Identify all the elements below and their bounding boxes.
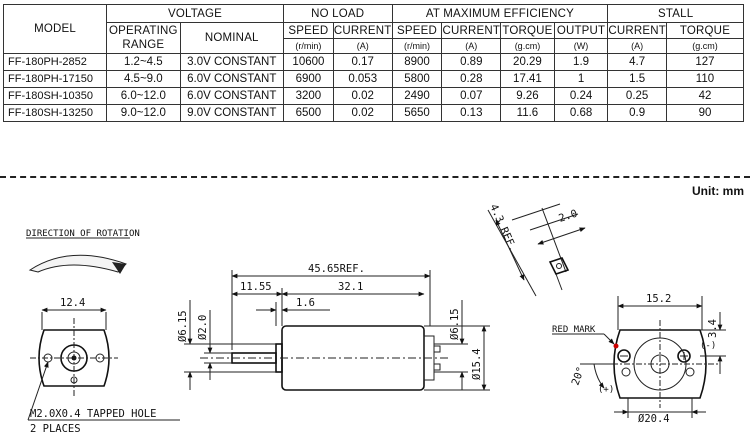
header-me-current: CURRENT [442, 24, 501, 37]
terminal-width-dim-line [538, 228, 585, 244]
front-view [28, 297, 180, 435]
header-nl-speed: SPEED [283, 23, 333, 39]
red-mark-label: RED MARK [552, 325, 596, 335]
header-max-efficiency: AT MAXIMUM EFFICIENCY [392, 5, 608, 23]
dim-32-1: 32.1 [338, 281, 364, 293]
table-row: FF-180SH-10350 6.0~12.0 6.0V CONSTANT 3200 0.02 2490 0.07 9.26 0.24 0.25 42 [4, 88, 744, 105]
plus-label: (+) [598, 385, 615, 395]
header-nominal: NOMINAL [180, 23, 283, 54]
header-st-current: CURRENT [608, 24, 666, 37]
header-stall: STALL [608, 5, 744, 23]
terminal-tab [550, 258, 568, 274]
dia-15-4: Ø15.4 [471, 348, 483, 380]
header-model: MODEL [4, 5, 107, 54]
table-row: FF-180PH-2852 1.2~4.5 3.0V CONSTANT 10600 0.17 8900 0.89 20.29 1.9 4.7 127 [4, 54, 744, 71]
side-view [177, 263, 490, 390]
rear-view [552, 293, 726, 425]
unit-nl-speed: (r/min) [283, 39, 333, 54]
rear-width-dim: 15.2 [646, 293, 672, 305]
unit-me-output: (W) [554, 39, 608, 54]
rotation-label: DIRECTION OF ROTATION [26, 229, 140, 239]
dia-20-4: Ø20.4 [638, 413, 670, 425]
dim-11-55: 11.55 [240, 281, 272, 293]
terminal-detail [487, 202, 585, 296]
rotation-arrow-icon [30, 255, 126, 272]
terminal-ref-dim: 4.3 REF. [487, 202, 519, 254]
unit-me-speed: (r/min) [392, 39, 442, 54]
dim-1-6: 1.6 [296, 297, 315, 309]
dim-3-4: 3.4 [707, 319, 719, 338]
header-me-torque: TORQUE [502, 24, 553, 37]
header-me-speed: SPEED [392, 23, 442, 39]
rotation-direction-group [26, 229, 140, 274]
unit-me-torque: (g.cm) [501, 39, 555, 54]
unit-me-current: (A) [442, 39, 501, 54]
tapped-hole-label: M2.0X0.4 TAPPED HOLE [30, 408, 157, 420]
table-row: FF-180SH-13250 9.0~12.0 9.0V CONSTANT 6500 0.02 5650 0.13 11.6 0.68 0.9 90 [4, 105, 744, 122]
unit-st-current: (A) [608, 39, 667, 54]
header-no-load: NO LOAD [283, 5, 392, 23]
front-width-dim: 12.4 [60, 297, 86, 309]
dia-6-15-right: Ø6.15 [449, 308, 461, 340]
minus-label: (-) [700, 341, 717, 351]
angle-20: 20° [569, 365, 588, 388]
tapped-hole-places: 2 PLACES [30, 423, 81, 435]
dia-6-15-left: Ø6.15 [177, 310, 189, 342]
table-row: FF-180PH-17150 4.5~9.0 6.0V CONSTANT 6900 0.053 5800 0.28 17.41 1 1.5 110 [4, 71, 744, 88]
dia-2-0: Ø2.0 [197, 314, 209, 340]
terminal-width-dim: 2.0 [557, 207, 579, 225]
overall-length-dim: 45.65REF. [308, 263, 365, 275]
unit-label: Unit: mm [692, 184, 744, 198]
header-st-torque: TORQUE [666, 23, 743, 39]
header-operating-range: OPERATING RANGE [107, 23, 181, 54]
header-nl-current: CURRENT [333, 24, 392, 37]
terminal-bottom [434, 364, 440, 370]
terminal-top [434, 346, 440, 352]
unit-st-torque: (g.cm) [666, 39, 743, 54]
header-me-output: OUTPUT [554, 23, 608, 39]
header-voltage: VOLTAGE [107, 5, 284, 23]
red-mark-dot [614, 344, 619, 349]
unit-nl-current: (A) [333, 39, 392, 54]
